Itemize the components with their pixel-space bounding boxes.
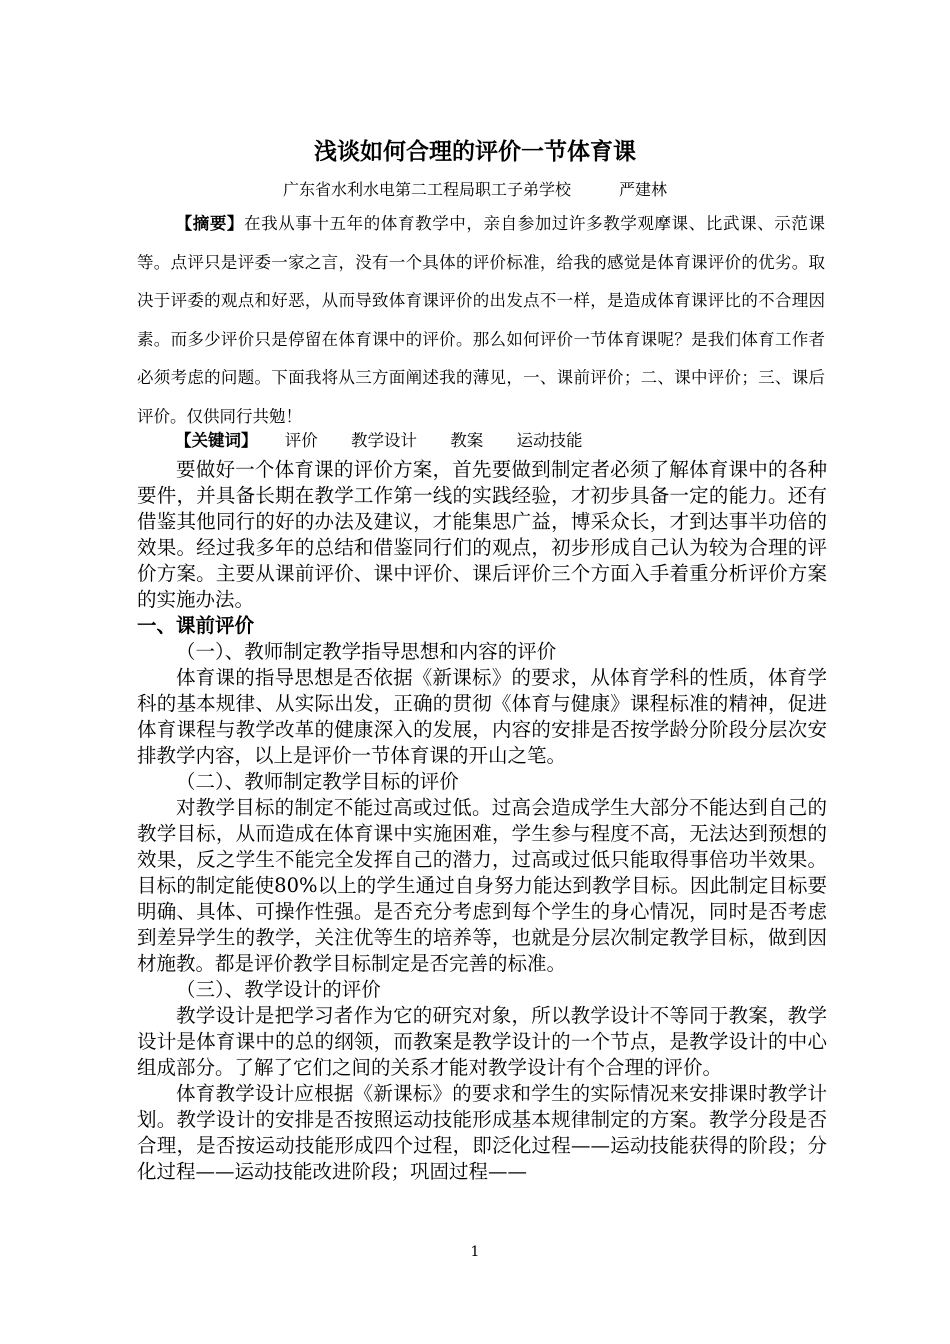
subsection-heading: （二）、教师制定教学目标的评价 xyxy=(176,770,459,793)
author-line xyxy=(0,177,950,200)
keyword: 教学设计 xyxy=(351,431,417,450)
abstract-text: 在我从事十五年的体育教学中，亲自参加过许多教学观摩课、比武课、示范课等。点评只是评委一家之言，没有一个具体的评价标准，给我的感觉是体育课评价的优劣。取决于评委的观点和好恶，从而导致体育课评价的出发点不一样，是造成体育课评比的不合理因素。而多少评价只是停留在体育课中的评价。那么如何评价一节体育课呢？是我们体育工作者必须考虑的问题。下面我将从三方面阐述我的薄见，一、课前评价；二、课中评价；三、课后评价。仅供同行共勉！ xyxy=(137,214,826,426)
paragraph: 体育教学设计应根据《新课标》的要求和学生的实际情况来安排课时教学计划。教学设计的安排是否按照运动技能形成基本规律制定的方案。教学分段是否合理，是否按运动技能形成四个过程，即泛化过程——运动技能获得的阶段；分化过程——运动技能改进阶段；巩固过程—— xyxy=(137,1082,827,1183)
keywords xyxy=(175,427,611,451)
author-school: 广东省水利水电第二工程局职工子弟学校 xyxy=(282,180,571,199)
keyword: 教案 xyxy=(450,431,484,450)
keyword: 评价 xyxy=(284,431,318,450)
abstract-label: 【摘要】 xyxy=(175,214,245,233)
keywords-label: 【关键词】 xyxy=(175,431,258,450)
intro-paragraph: 要做好一个体育课的评价方案，首先要做到制定者必须了解体育课中的各种要件，并具备长期在教学工作第一线的实践经验，才初步具备一定的能力。还有借鉴其他同行的好的办法及建议，才能集思广益，博采众长，才到达事半功倍的效果。经过我多年的总结和借鉴同行们的观点，初步形成自己认为较为合理的评价方案。主要从课前评价、课中评价、课后评价三个方面入手着重分析评价方案的实施办法。 xyxy=(137,458,827,611)
document-body xyxy=(137,457,827,1185)
paragraph: 体育课的指导思想是否依据《新课标》的要求，从体育学科的性质，体育学科的基本规律、从实际出发，正确的贯彻《体育与健康》课程标准的精神，促进体育课程与教学改革的健康深入的发展，内容的安排是否按学龄分阶段分层次安排教学内容，以上是评价一节体育课的开山之笔。 xyxy=(137,666,827,767)
document-title: 浅谈如何合理的评价一节体育课 xyxy=(314,139,636,165)
section-heading: 一、课前评价 xyxy=(137,614,255,637)
page-number: 1 xyxy=(470,1244,480,1260)
paragraph: 教学设计是把学习者作为它的研究对象，所以教学设计不等同于教案，教学设计是体育课中的总的纲领，而教案是教学设计的一个节点，是教学设计的中心组成部分。了解了它们之间的关系才能对教学设计有个合理的评价。 xyxy=(137,1004,827,1079)
subsection-heading: （三）、教学设计的评价 xyxy=(176,978,381,1001)
subsection-heading: （一）、教师制定教学指导思想和内容的评价 xyxy=(176,640,557,663)
keyword: 运动技能 xyxy=(516,431,583,450)
paragraph: 对教学目标的制定不能过高或过低。过高会造成学生大部分不能达到自己的教学目标，从而造成在体育课中实施困难，学生参与程度不高，无法达到预想的效果，反之学生不能完全发挥自己的潜力，过高或过低只能取得事倍功半效果。目标的制定能使80%以上的学生通过自身努力能达到教学目标。因此制定目标要明确、具体、可操作性强。是否充分考虑到每个学生的身心情况，同时是否考虑到差异学生的教学，关注优等生的培养等，也就是分层次制定教学目标，做到因材施教。都是评价教学目标制定是否完善的标准。 xyxy=(137,796,827,975)
author-name: 严建林 xyxy=(619,180,668,199)
abstract xyxy=(137,205,825,436)
